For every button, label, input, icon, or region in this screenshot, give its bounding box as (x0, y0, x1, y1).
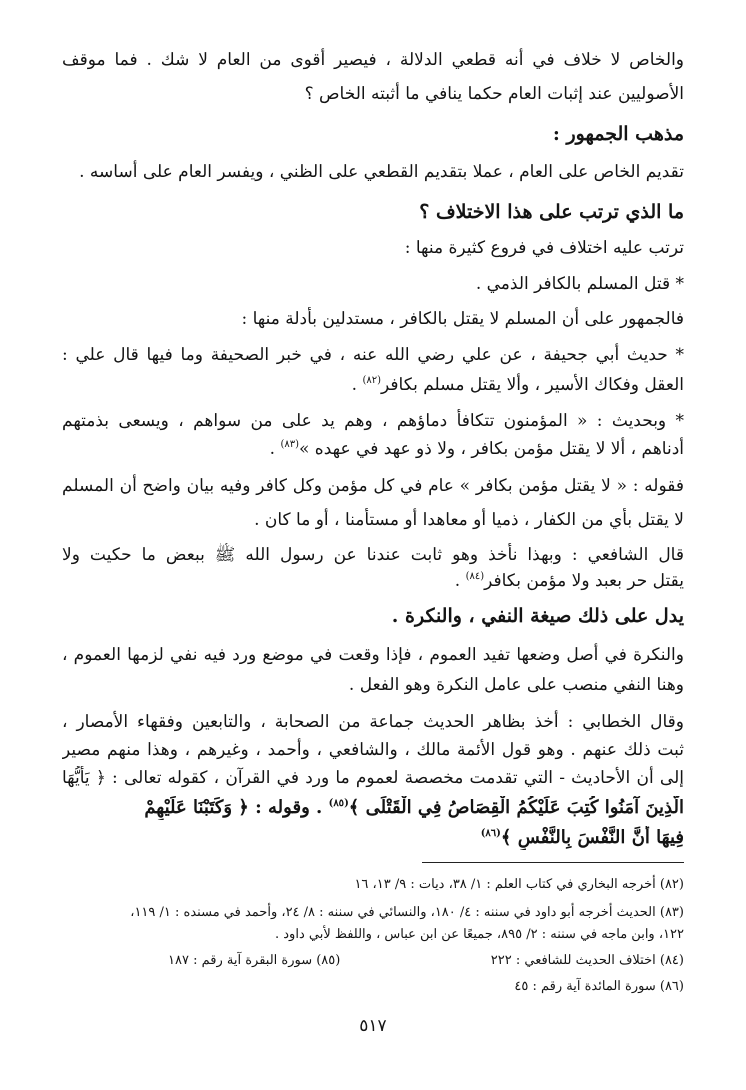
line-text: العقل وفكاك الأسير ، وألا يقتل مسلم بكافر (381, 375, 684, 395)
body-line: فالجمهور على أن المسلم لا يقتل بالكافر ، مستدلين بأدلة منها : (241, 309, 684, 329)
footnote-ref[interactable]: (٨٣) (280, 439, 299, 450)
verse-text: . وقوله : ﴿ وَكَتَبْنَا عَلَيْهِمْ (144, 797, 329, 818)
footnote-84 (62, 952, 684, 970)
section-heading: مذهب الجمهور : (552, 123, 684, 145)
body-line: قال الشافعي : وبهذا نأخذ وهو ثابت عندنا عن رسول الله ﷺ ببعض ما حكيت ولا (62, 545, 684, 565)
footnote-ref[interactable]: (٨٥) (328, 798, 349, 809)
section-heading: يدل على ذلك صيغة النفي ، والنكرة . (391, 605, 684, 627)
body-line (62, 569, 684, 593)
body-line (62, 373, 684, 397)
body-line: فقوله : « لا يقتل مؤمن بكافر » عام في كل مؤمن وكل كافر وفيه بيان واضح أن المسلم (62, 476, 684, 496)
quran-verse-line (62, 826, 684, 850)
line-end: . (454, 571, 466, 591)
body-line: * قتل المسلم بالكافر الذمي . (475, 274, 684, 294)
footnote-ref[interactable]: (٨٢) (362, 375, 382, 386)
body-line: ثبت ذلك عنهم . وهو قول الأئمة مالك ، والشافعي ، وأحمد ، وغيرهم ، وهذا منهم مصير (62, 740, 684, 760)
verse-text: الَّذِينَ آمَنُوا كُتِبَ عَلَيْكُمُ الْقِصَاصُ فِي الْقَتْلَى ﴾ (348, 797, 684, 818)
line-end: . (351, 375, 363, 395)
body-line: إلى أن الأحاديث - التي تقدمت مخصصة لعموم ما ورد في القرآن ، كقوله تعالى : ﴿ يَأَيُّهَا (62, 768, 684, 788)
quran-verse-line (62, 796, 684, 820)
body-line (62, 437, 684, 461)
body-line: والنكرة في أصل وضعها تفيد العموم ، فإذا وقعت في موضع ورد فيه نفي لزمها العموم ، (62, 645, 684, 665)
body-line: الأصوليين عند إثبات العام حكما ينافي ما أثبته الخاص ؟ (304, 84, 684, 104)
footnote-83-continued: ١٢٢، وابن ماجه في سننه : ٢/ ٨٩٥، جميعًا عن ابن عباس ، واللفظ لأبي داود . (275, 927, 684, 942)
footnote-85: (٨٥) سورة البقرة آية رقم : ١٨٧ (168, 953, 341, 968)
line-text: أدناهم ، ألا لا يقتل مؤمن بكافر ، ولا ذو عهد في عهده » (299, 439, 684, 459)
body-line: والخاص لا خلاف في أنه قطعي الدلالة ، فيصير أقوى من العام لا شك . فما موقف (62, 50, 684, 70)
footnote-ref[interactable]: (٨٤) (465, 571, 485, 582)
line-text: يقتل حر بعبد ولا مؤمن بكافر (484, 571, 684, 591)
footnote-84-text: (٨٤) اختلاف الحديث للشافعي : ٢٢٢ (490, 953, 684, 968)
body-line: * حديث أبي جحيفة ، عن علي رضي الله عنه ، في خبر الصحيفة وما فيها قال علي : (62, 345, 684, 365)
body-line: ترتب عليه اختلاف في فروع كثيرة منها : (404, 238, 684, 258)
body-line: * وبحديث : « المؤمنون تتكافأ دماؤهم ، وهم يد على من سواهم ، ويسعى بذمتهم (62, 411, 684, 431)
section-heading: ما الذي ترتب على هذا الاختلاف ؟ (419, 201, 684, 223)
page-number: ٥١٧ (359, 1016, 387, 1036)
body-line: وقال الخطابي : أخذ بظاهر الحديث جماعة من الصحابة ، والتابعين وفقهاء الأمصار ، (62, 712, 684, 732)
footnote-82: (٨٢) أخرجه البخاري في كتاب العلم : ١/ ٣٨، ديات : ٩/ ١٣، ١٦ (354, 877, 684, 892)
body-line: تقديم الخاص على العام ، عملا بتقديم القطعي على الظني ، ويفسر العام على أساسه . (79, 162, 684, 182)
footnote-83: (٨٣) الحديث أخرجه أبو داود في سننه : ٤/ ١٨٠، والنسائي في سننه : ٨/ ٢٤، وأحمد في مسنده : ١/ ١١٩، (130, 905, 684, 920)
footnote-ref[interactable]: (٨٦) (480, 828, 501, 839)
body-line: لا يقتل بأي من الكفار ، ذميا أو معاهدا أو مستأمنا ، أو ما كان . (254, 510, 684, 530)
body-line: وهنا النفي منصب على عامل النكرة وهو الفعل . (348, 675, 684, 695)
verse-text: فِيهَا أَنَّ النَّفْسَ بِالنَّفْسِ ﴾ (500, 827, 684, 848)
line-end: . (269, 439, 281, 459)
footnote-86: (٨٦) سورة المائدة آية رقم : ٤٥ (514, 979, 684, 994)
footnote-separator (422, 862, 684, 863)
